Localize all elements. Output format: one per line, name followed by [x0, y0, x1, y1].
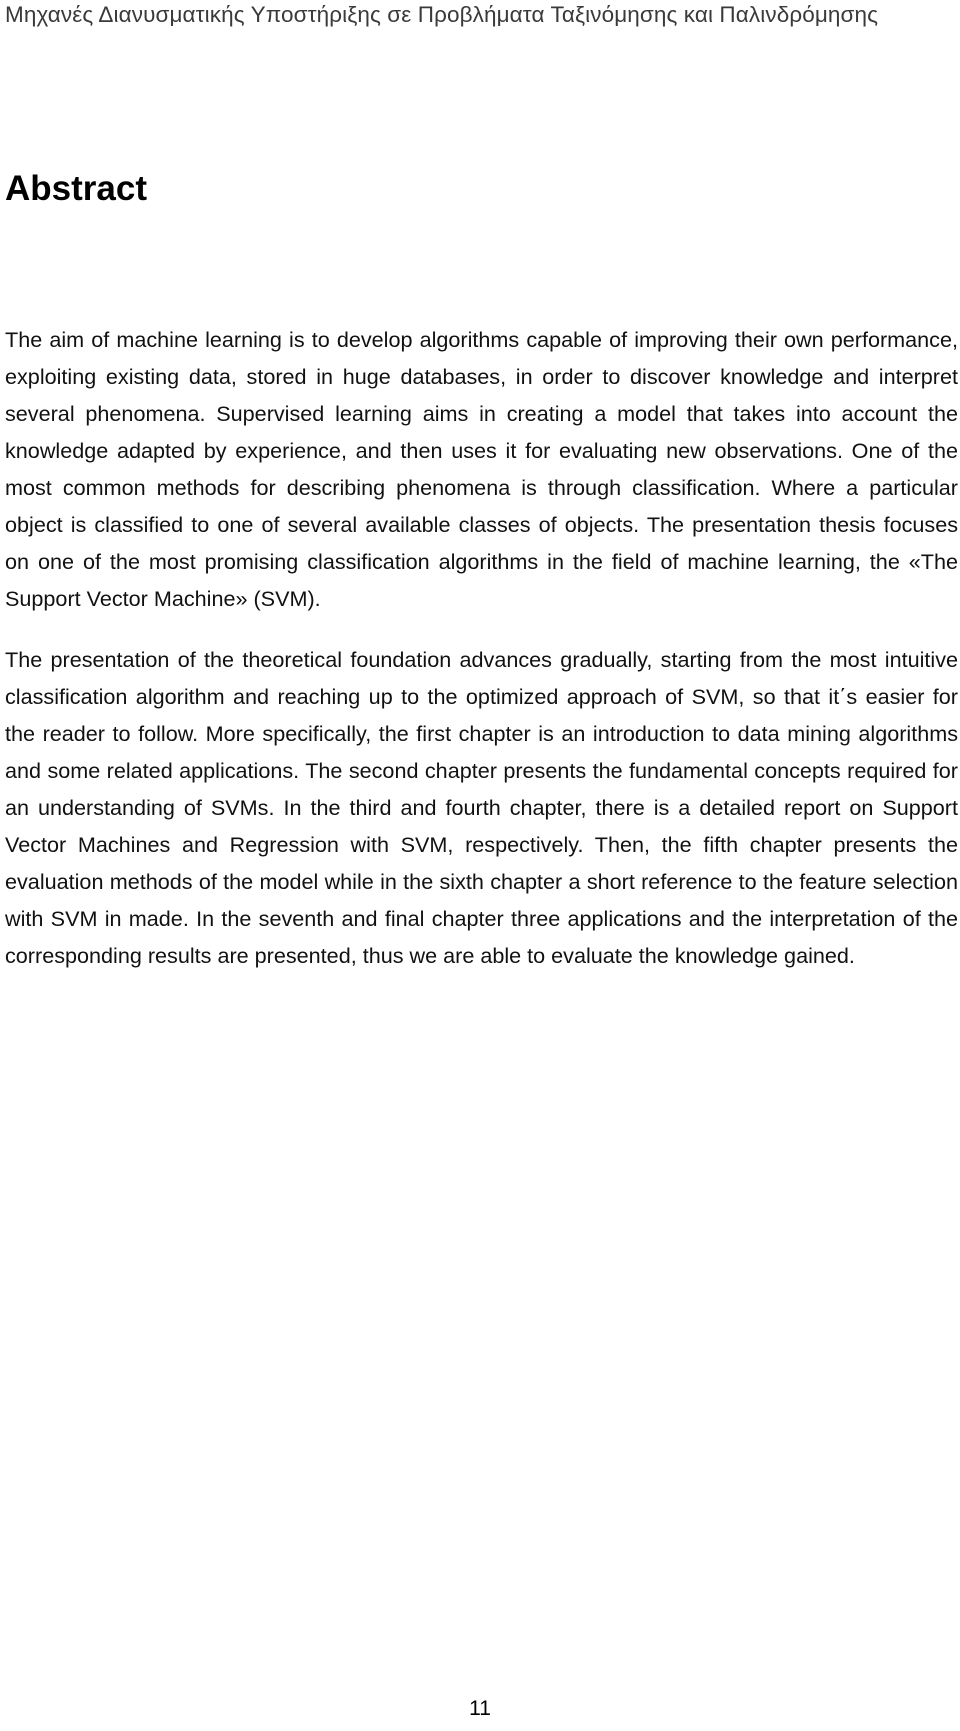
abstract-body	[5, 321, 958, 974]
abstract-paragraph-2: The presentation of the theoretical foundation advances gradually, starting from the most intuitive classification algorithm and reaching up to the optimized approach of SVM, so that it΄s easier for the reader to follow. More specifically, the first chapter is an introduction to data mining algorithms and some related applications. The second chapter presents the fundamental concepts required for an understanding of SVMs. In the third and fourth chapter, there is a detailed report on Support Vector Machines and Regression with SVM, respectively. Then, the fifth chapter presents the evaluation methods of the model while in the sixth chapter a short reference to the feature selection with SVM in made. In the seventh and final chapter three applications and the interpretation of the corresponding results are presented, thus we are able to evaluate the knowledge gained.	[5, 647, 958, 968]
abstract-paragraph-1: The aim of machine learning is to develop algorithms capable of improving their own performance, exploiting existing data, stored in huge databases, in order to discover knowledge and interpret several phenomena. Supervised learning aims in creating a model that takes into account the knowledge adapted by experience, and then uses it for evaluating new observations. One of the most common methods for describing phenomena is through classification. Where a particular object is classified to one of several available classes of objects. The presentation thesis focuses on one of the most promising classification algorithms in the field of machine learning, the «The Support Vector Machine» (SVM).	[5, 327, 958, 611]
page-number: 11	[469, 1697, 491, 1720]
running-header: Μηχανές Διανυσματικής Υποστήριξης σε Προβλήματα Ταξινόμησης και Παλινδρόμησης	[5, 2, 879, 27]
section-title: Abstract	[5, 169, 147, 208]
